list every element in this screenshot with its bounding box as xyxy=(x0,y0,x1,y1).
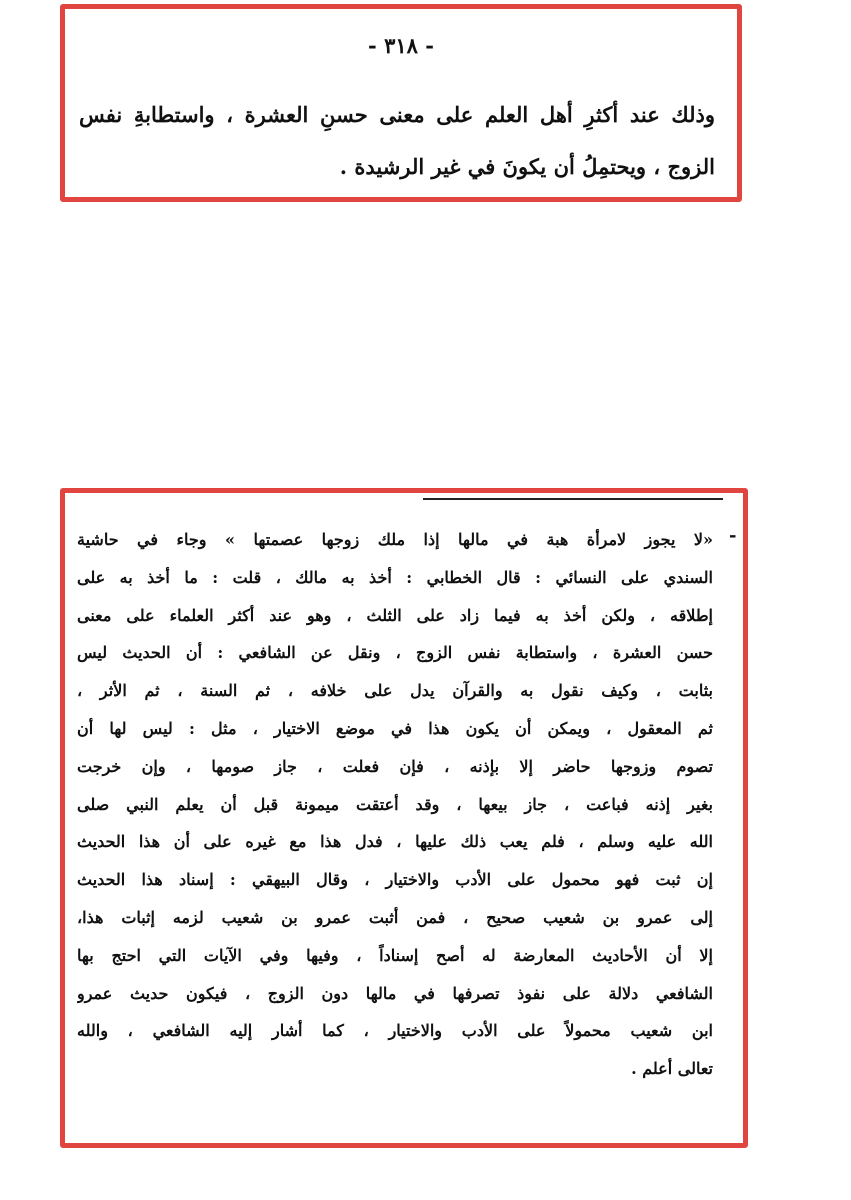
footnote-region xyxy=(60,488,748,1148)
footnote-line: إلى عمرو بن شعيب صحيح ، فمن أثبت عمرو بن شعيب لزمه إثبات هذا، xyxy=(77,907,713,927)
footnote-marker: - xyxy=(729,525,737,546)
footnote-line: حسن العشرة ، واستطابة نفس الزوج ، ونقل عن الشافعي : أن الحديث ليس xyxy=(77,643,713,663)
main-text-block xyxy=(79,89,715,193)
footnote-line: السندي على النسائي : قال الخطابي : أخذ به مالك ، قلت : ما أخذ به على xyxy=(77,567,713,587)
footnote-line: بثابت ، وكيف نقول به والقرآن يدل على خلافه ، ثم السنة ، ثم الأثر ، xyxy=(77,681,713,701)
footnote-line: تعالى أعلم . xyxy=(631,1059,713,1079)
footnote-line: إلا أن الأحاديث المعارضة له أصح إسناداً ، وفيها وفي الآيات التي احتج بها xyxy=(77,945,713,965)
text-line: الزوج ، ويحتمِلُ أن يكونَ في غير الرشيدة . xyxy=(339,154,715,179)
footnote-line: إن ثبت فهو محمول على الأدب والاختيار ، وقال البيهقي : إسناد هذا الحديث xyxy=(77,870,713,890)
footnote-line: إطلاقه ، ولكن أخذ به فيما زاد على الثلث ، وهو عند أكثر العلماء على معنى xyxy=(77,605,713,625)
main-text-region xyxy=(60,4,742,202)
footnote-line: بغير إذنه فباعت ، جاز بيعها ، وقد أعتقت ميمونة قبل أن يعلم النبي صلى xyxy=(77,794,713,814)
footnote-line: الله عليه وسلم ، فلم يعب ذلك عليها ، فدل هذا مع غيره على أن هذا الحديث xyxy=(77,832,713,852)
footnote-line: «لا يجوز لامرأة هبة في مالها إذا ملك زوجها عصمتها » وجاء في حاشية xyxy=(77,530,713,549)
footnote-line: ثم المعقول ، ويمكن أن يكون هذا في موضع الاختيار ، مثل : ليس لها أن xyxy=(77,718,713,738)
footnote-text-block xyxy=(77,521,713,1088)
page-number: - ٣١٨ - xyxy=(368,33,434,58)
footnote-line: الشافعي دلالة على نفوذ تصرفها في مالها دون الزوج ، فيكون حديث عمرو xyxy=(77,983,713,1003)
footnote-line: تصوم وزوجها حاضر إلا بإذنه ، فإن فعلت ، جاز صومها ، وإن خرجت xyxy=(77,756,713,776)
text-line: وذلك عند أكثرِ أهل العلم على معنى حسنِ العشرة ، واستطابةِ نفس xyxy=(79,102,715,127)
footnote-separator xyxy=(423,498,723,500)
footnote-line: ابن شعيب محمولاً على الأدب والاختيار ، كما أشار إليه الشافعي ، والله xyxy=(77,1021,713,1041)
